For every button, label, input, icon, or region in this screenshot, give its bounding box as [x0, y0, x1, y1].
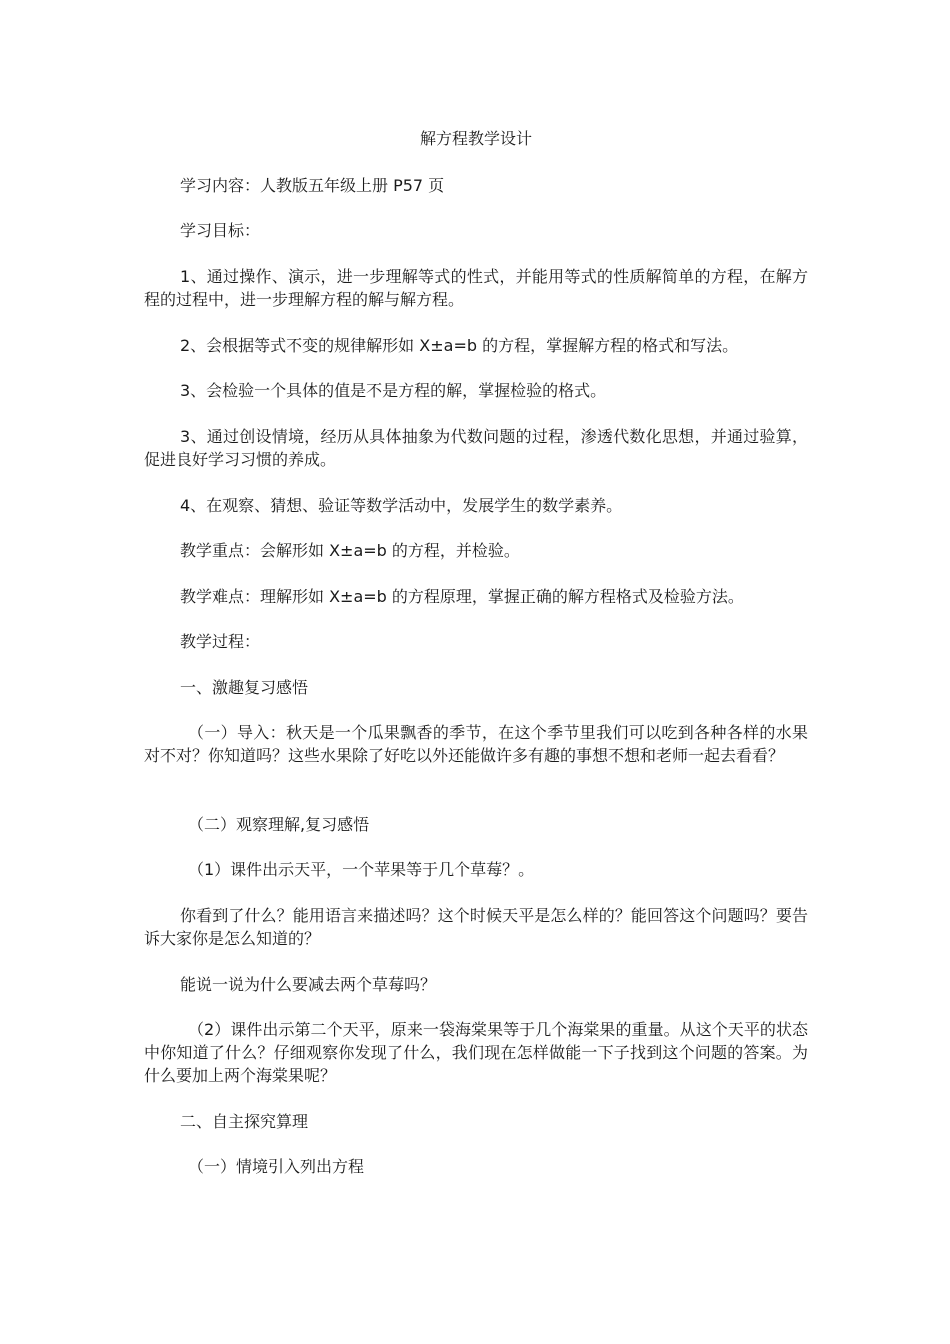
paragraph-difficulty: 教学难点：理解形如 X±a=b 的方程原理，掌握正确的解方程格式及检验方法。: [180, 587, 744, 606]
paragraph-goal-3: 3、会检验一个具体的值是不是方程的解，掌握检验的格式。: [180, 381, 607, 400]
document-page: [144, 0, 808, 1344]
paragraph-situation: （一）情境引入列出方程: [188, 1157, 365, 1176]
paragraph-content: 学习内容：人教版五年级上册 P57 页: [180, 176, 445, 195]
paragraph-goals-heading: 学习目标：: [180, 221, 261, 240]
paragraph-intro: （一）导入：秋天是一个瓜果飘香的季节，在这个季节里我们可以吃到各种各样的水果对不对？你知道吗？这些水果除了好吃以外还能做许多有趣的事想不想和老师一起去看看？: [144, 723, 808, 765]
paragraph-balance-1: （1）课件出示天平，一个苹果等于几个草莓？。: [188, 860, 535, 879]
paragraph-section-1: 一、激趣复习感悟: [180, 678, 309, 697]
paragraph-subtract: 能说一说为什么要减去两个草莓吗？: [180, 975, 437, 994]
paragraph-balance-2: （2）课件出示第二个天平，原来一袋海棠果等于几个海棠果的重量。从这个天平的状态中你知道了什么？仔细观察你发现了什么，我们现在怎样做能一下子找到这个问题的答案。为什么要加上两个海棠果呢？: [144, 1020, 808, 1085]
paragraph-goal-3b: 3、通过创设情境，经历从具体抽象为代数问题的过程，渗透代数化思想，并通过验算，促进良好学习习惯的养成。: [144, 427, 808, 469]
paragraph-goal-4: 4、在观察、猜想、验证等数学活动中，发展学生的数学素养。: [180, 496, 623, 515]
paragraph-questions: 你看到了什么？能用语言来描述吗？这个时候天平是怎么样的？能回答这个问题吗？要告诉大家你是怎么知道的？: [144, 906, 808, 948]
paragraph-section-2: 二、自主探究算理: [180, 1112, 309, 1131]
paragraph-observe: （二）观察理解,复习感悟: [188, 815, 370, 834]
paragraph-goal-1: 1、通过操作、演示，进一步理解等式的性式，并能用等式的性质解简单的方程，在解方程的过程中，进一步理解方程的解与解方程。: [144, 267, 808, 309]
paragraph-goal-2: 2、会根据等式不变的规律解形如 X±a=b 的方程，掌握解方程的格式和写法。: [180, 336, 739, 355]
document-title: 解方程教学设计: [419, 129, 532, 148]
paragraph-key-point: 教学重点：会解形如 X±a=b 的方程，并检验。: [180, 541, 520, 560]
paragraph-process-heading: 教学过程：: [180, 632, 261, 651]
